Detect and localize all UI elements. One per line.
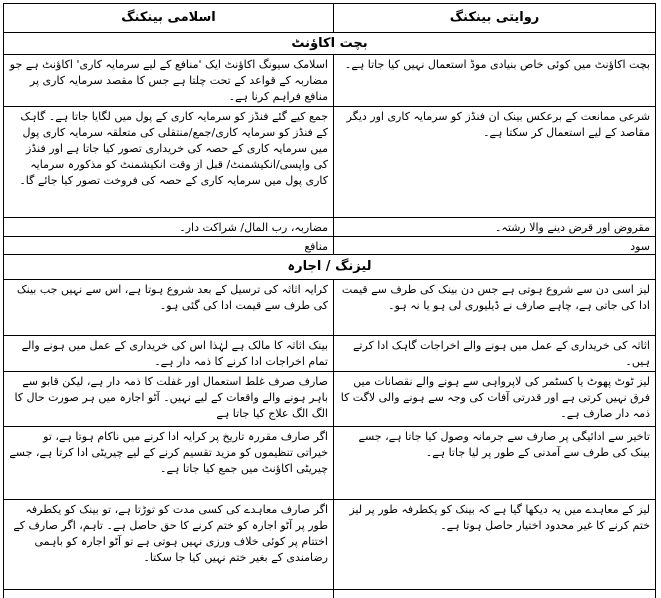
cell-islamic: بینک اثاثہ کا مالک ہے لہٰذا اس کی خریداری کے عمل میں ہونے والے تمام اخراجات ادا کرنے کا ذمہ دار ہے۔ — [21, 339, 328, 368]
table-row — [4, 237, 655, 255]
cell-conventional: لیز اسی دن سے شروع ہوتی ہے جس دن بینک کی طرف سے قیمت ادا کی جاتی ہے، چاہے صارف نے ڈیلیوری لی ہو یا نہ ہو۔ — [333, 280, 655, 335]
header-islamic-banking: اسلامی بینکنگ — [121, 10, 216, 25]
table-row — [4, 55, 655, 107]
table-row — [4, 107, 655, 218]
table-row — [4, 427, 655, 500]
cell-islamic — [4, 590, 333, 598]
cell-conventional: شرعی ممانعت کے برعکس بینک ان فنڈز کو سرمایہ کاری اور دیگر مقاصد کے لیے استعمال کر سکتا ہے۔ — [333, 107, 655, 217]
cell-islamic: کرایہ اثاثہ کی ترسیل کے بعد شروع ہوتا ہے، اس سے نہیں جب بینک کی طرف سے قیمت ادا کی گئی ہو۔ — [16, 283, 328, 312]
cell-conventional: سود — [333, 237, 655, 254]
cell-conventional: اثاثہ کی خریداری کے عمل میں ہونے والے اخراجات گاہک ادا کرتے ہیں۔ — [333, 336, 655, 371]
cell-conventional: لیز کے معاہدے میں یہ دیکھا گیا ہے کہ بینک کو یکطرفہ طور پر لیز ختم کرنے کا غیر محدود اختیار حاصل ہوتا ہے۔ — [333, 500, 655, 589]
table-row — [4, 372, 655, 427]
table-row — [4, 336, 655, 372]
cell-islamic: اگر صارف معاہدے کی کسی مدت کو توڑتا ہے، تو بینک کو یکطرفہ طور پر آٹو اجارہ کو ختم کرنے کا حق حاصل ہے۔ تاہم، اگر صارف کے اختتام پر کوئی خلاف ورزی نہیں ہوتی ہے تو آٹو اجارہ کو باہمی رضامندی کے بغیر ختم نہیں کیا جا سکتا۔ — [13, 503, 328, 564]
table-row — [4, 218, 655, 237]
table-row — [4, 500, 655, 590]
table-row-partial — [4, 590, 655, 598]
section-title-leasing-ijarah: لیزنگ / اجارہ — [287, 259, 372, 274]
table-row — [4, 280, 655, 336]
section-row-savings-account — [4, 33, 655, 55]
cell-conventional: تاخیر سے ادائیگی پر صارف سے جرمانہ وصول کیا جاتا ہے، جسے بینک کی طرف سے آمدنی کے طور پر لیا جاتا ہے۔ — [333, 427, 655, 499]
cell-islamic: مضاربہ، رب المال/ شراکت دار۔ — [179, 221, 328, 234]
cell-conventional: لیز ٹوٹ پھوٹ یا کسٹمر کی لاپرواہی سے ہونے والے نقصانات میں فرق نہیں کرتی ہے اور قدرتی آفات کی وجہ سے ہونے والی لاگت کا ذمہ دار صارف ہے۔ — [333, 372, 655, 426]
cell-islamic: اسلامک سیونگ اکاؤنٹ ایک 'منافع کے لیے سرمایہ کاری' اکاؤنٹ ہے جو مضاربہ کے قواعد کے تحت چلتا ہے جس کا مقصد سرمایہ کاری پر منافع فراہم کرنا ہے۔ — [9, 58, 328, 103]
header-conventional-banking: روایتی بینکنگ — [333, 4, 655, 32]
cell-islamic: منافع — [304, 240, 328, 253]
cell-conventional — [333, 590, 655, 598]
cell-conventional: مقروض اور قرض دینے والا رشتہ۔ — [333, 218, 655, 236]
section-row-leasing-ijarah — [4, 255, 655, 280]
cell-islamic: اگر صارف مقررہ تاریخ پر کرایہ ادا کرنے میں ناکام ہوتا ہے، تو خیراتی تنظیموں کو مزید تقسیم کرنے کے لیے چیریٹی ادا کرتا ہے، جسے چیریٹی اکاؤنٹ میں جمع کیا جاتا ہے۔ — [9, 430, 328, 475]
cell-islamic: جمع کیے گئے فنڈز کو سرمایہ کاری کے پول میں لگایا جاتا ہے۔ گاہک کے فنڈز کو سرمایہ کاری/جمع/منتقلی کی متعلقہ سرمایہ کاری پول میں سرمایہ کاری کے حصہ کی خریداری تصور کیا جاتا ہے اور فنڈز کی واپسی/انکیشمنٹ/ قبل از وقت انکیشمنٹ کو مذکورہ سرمایہ کاری پول میں سرمایہ کاری کے حصہ کی فروخت تصور کیا جائے گا۔ — [19, 110, 328, 187]
comparison-table — [3, 3, 656, 598]
cell-islamic: صارف صرف غلط استعمال اور غفلت کا ذمہ دار ہے، لیکن قابو سے باہر ہونے والے واقعات کے لیے نہیں۔ آٹو اجارہ میں ہر صورت حال کا الگ الگ علاج کیا جاتا ہے — [14, 375, 328, 420]
cell-conventional: بچت اکاؤنٹ میں کوئی خاص بنیادی موڈ استعمال نہیں کیا جاتا ہے۔ — [333, 55, 655, 106]
section-title-savings-account: بچت اکاؤنٹ — [291, 35, 368, 51]
table-header-row — [4, 4, 655, 33]
